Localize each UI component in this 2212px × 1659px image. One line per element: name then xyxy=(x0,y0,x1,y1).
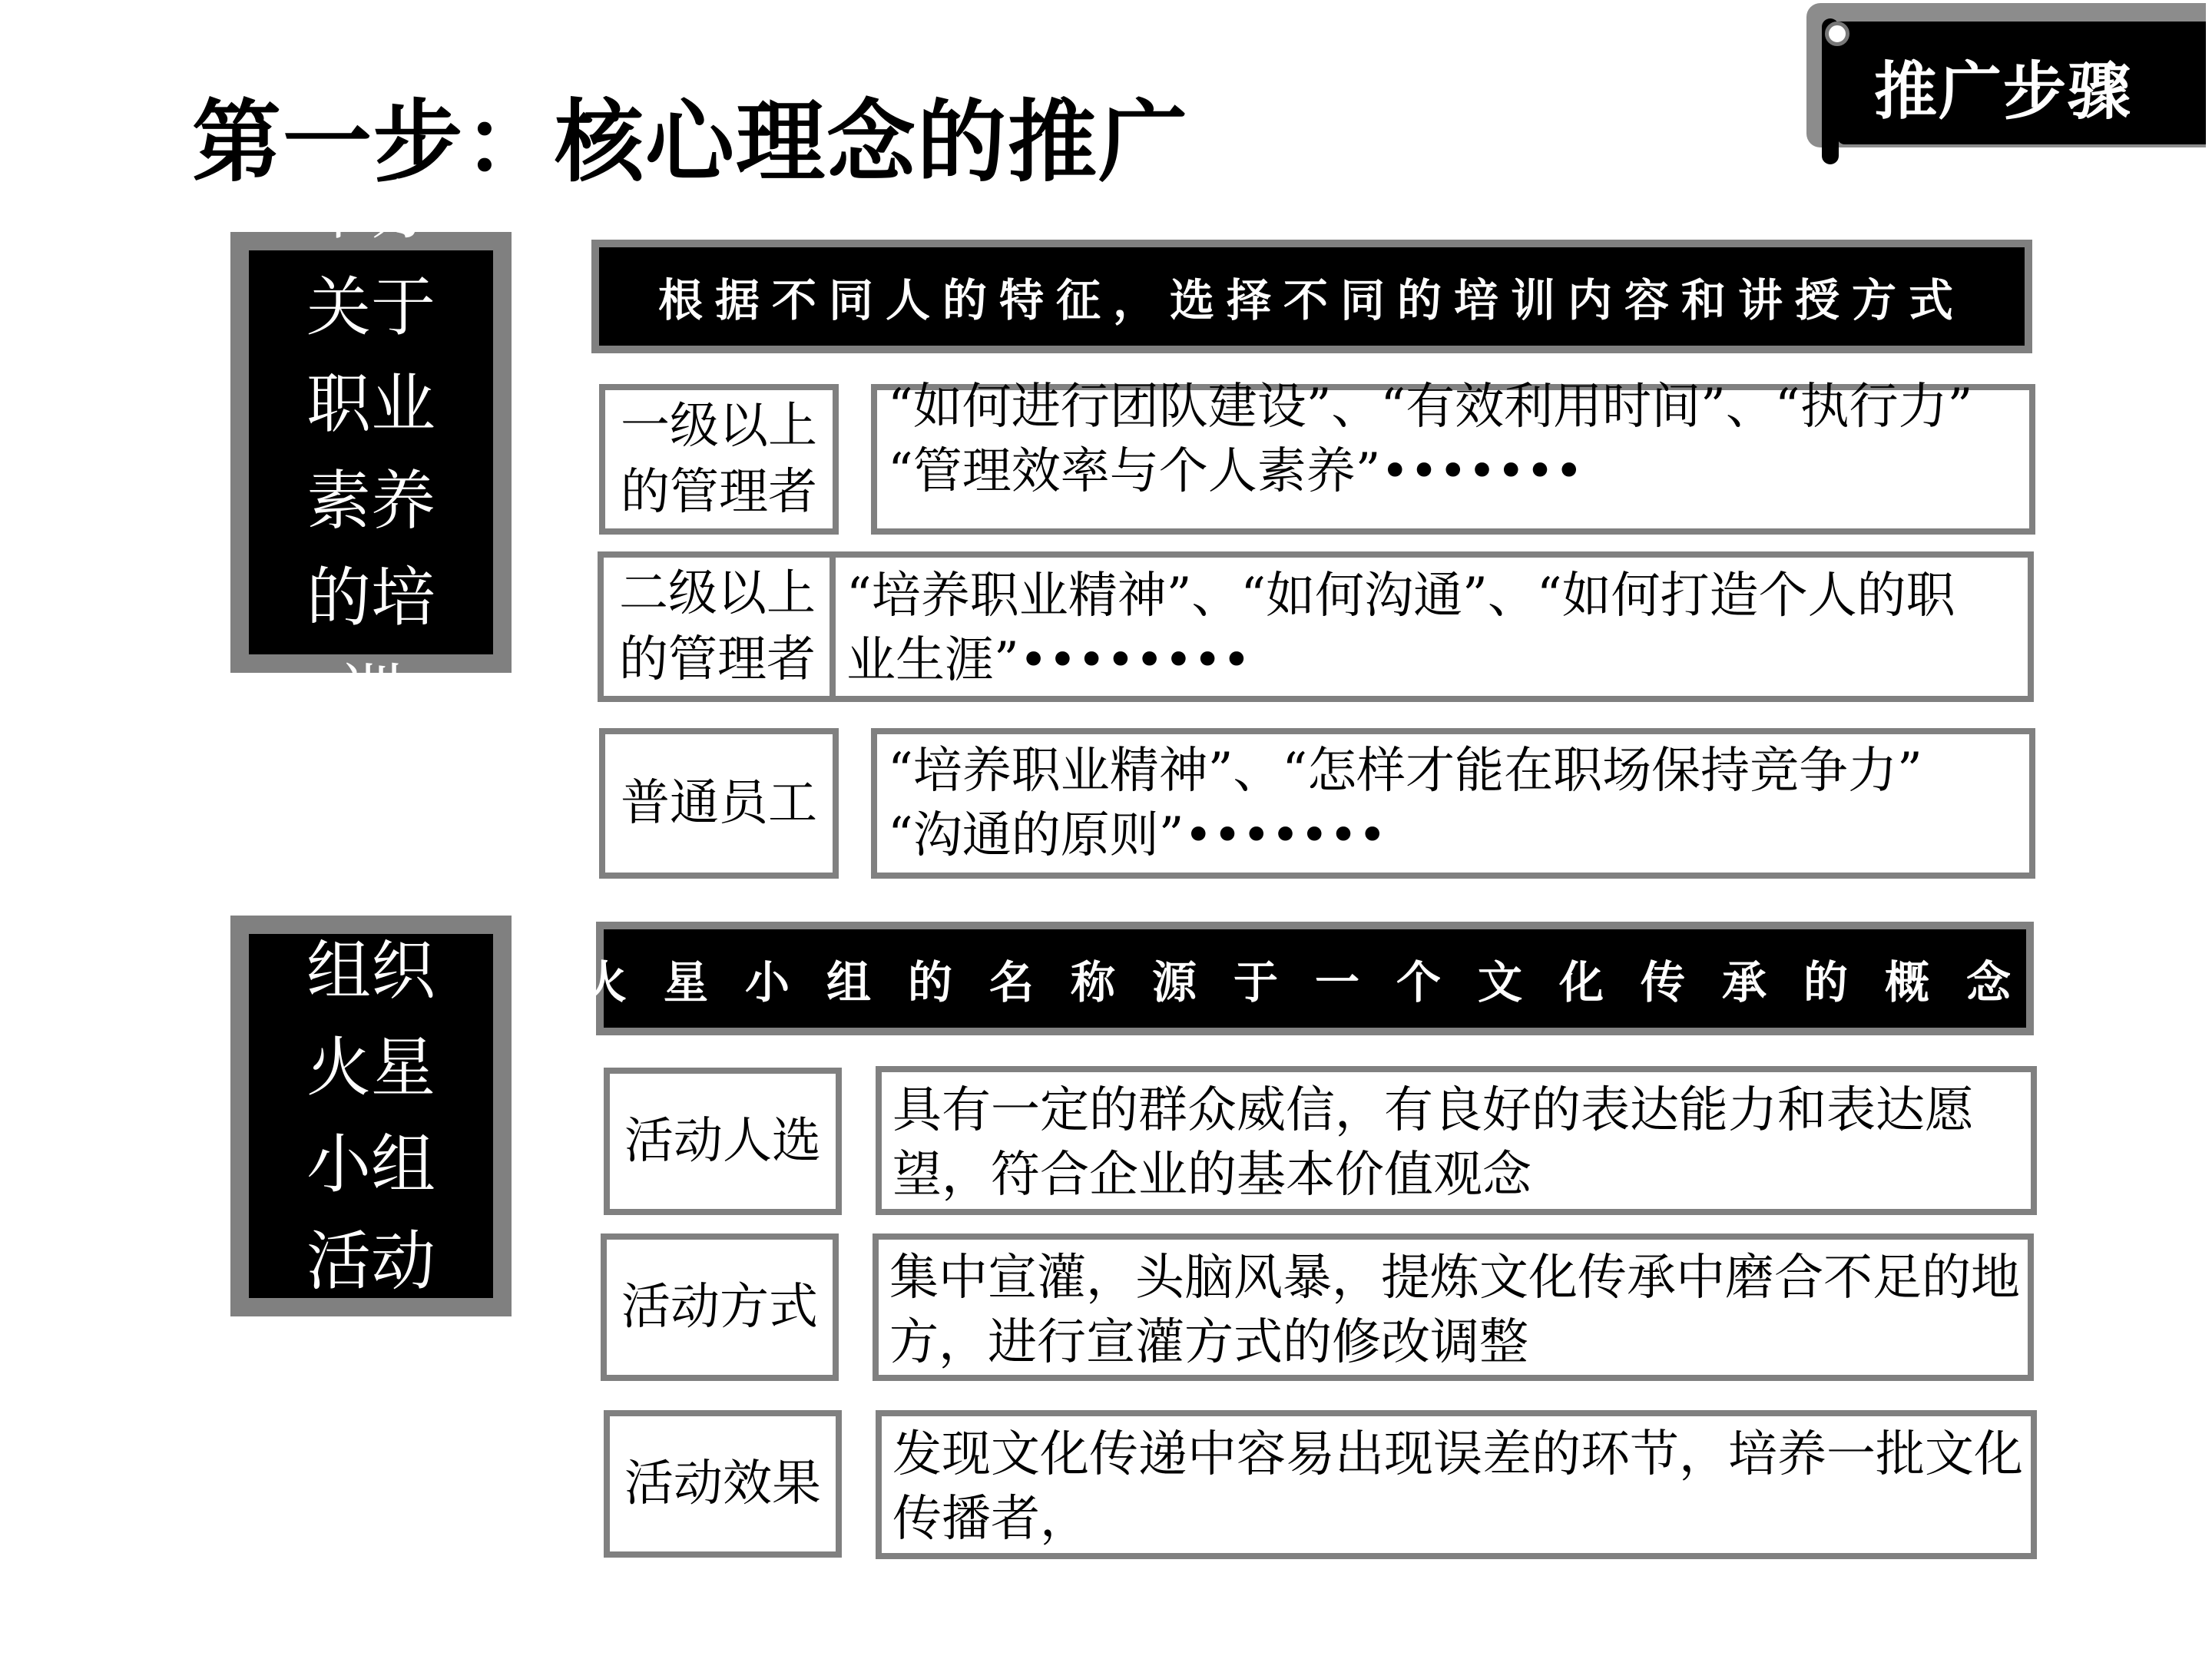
header-bar-inner xyxy=(599,247,2025,346)
side-block-label: 组织火星小组活动 xyxy=(306,933,435,1299)
header-bar-text: 根据不同人的特征，选择不同的培训内容和讲授方式 xyxy=(657,274,1965,326)
row-content-box xyxy=(871,728,2035,879)
row-label: 二级以上的管理者 xyxy=(619,565,816,688)
side-block-training xyxy=(230,173,512,732)
row-content: 具有一定的群众威信，有良好的表达能力和表达愿望，符合企业的基本价值观念 xyxy=(892,1082,1974,1204)
row-label: 普通员工 xyxy=(621,775,817,832)
row-label: 活动方式 xyxy=(621,1279,818,1336)
step-badge-label: 推广步骤 xyxy=(1874,55,2133,128)
step-badge xyxy=(1806,0,2212,157)
row-content-box xyxy=(876,1410,2037,1559)
scroll-curl-icon xyxy=(1825,22,1849,46)
header-bar-inner xyxy=(582,929,2048,1028)
row-label-box xyxy=(598,551,837,702)
row-content: “如何进行团队建设”、“有效利用时间”、“执行力” “管理效率与个人素养”••••••• xyxy=(888,379,1973,500)
row-content: “培养职业精神”、“怎样才能在职场保持竞争力” “沟通的原则”••••••• xyxy=(888,743,1922,864)
header-bar-training xyxy=(591,240,2032,353)
row-label: 活动人选 xyxy=(624,1113,821,1170)
row-content: 发现文化传递中容易出现误差的环节，培养一批文化传播者， xyxy=(892,1426,2023,1548)
row-label-box xyxy=(599,384,839,535)
side-block-label: 举办关于职业素养的培训 xyxy=(306,173,435,732)
row-content-box xyxy=(873,1233,2034,1381)
side-block-mars-group xyxy=(230,916,512,1316)
row-content: “培养职业精神”、“如何沟通”、“如何打造个人的职业生涯”•••••••• xyxy=(846,568,1955,689)
row-label-box xyxy=(604,1068,842,1215)
header-bar-mars-group xyxy=(582,922,2048,1035)
side-block-inner xyxy=(249,934,493,1298)
row-label-box xyxy=(604,1410,842,1558)
header-bar-text: 火星小组的名称源于一个文化传承的概念 xyxy=(582,956,2048,1008)
page-title: 第一步：核心理念的推广 xyxy=(192,91,1189,194)
row-content-box xyxy=(871,379,2035,535)
row-label-box xyxy=(601,1233,839,1381)
row-content: 集中宣灌，头脑风暴，提炼文化传承中磨合不足的地方，进行宣灌方式的修改调整 xyxy=(889,1250,2020,1371)
row-label-box xyxy=(599,728,839,879)
row-label: 活动效果 xyxy=(624,1455,821,1512)
row-content-box xyxy=(830,551,2034,702)
side-block-inner xyxy=(249,173,493,732)
row-content-box xyxy=(876,1066,2037,1215)
row-label: 一级以上的管理者 xyxy=(621,398,817,521)
